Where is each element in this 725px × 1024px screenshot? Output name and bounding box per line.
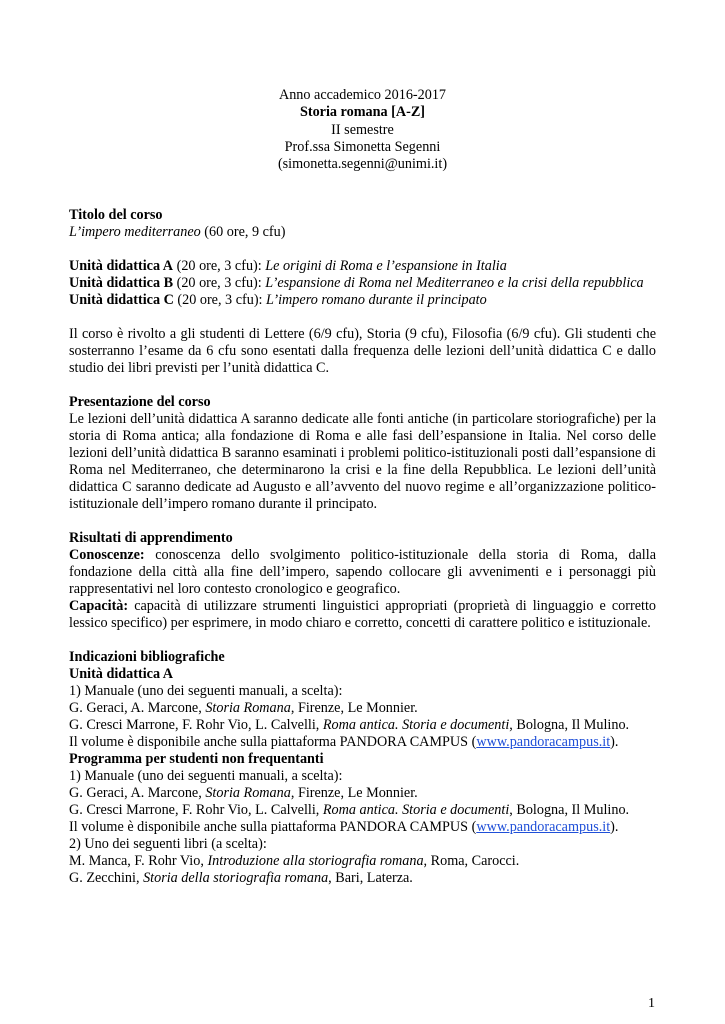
results-heading: Risultati di apprendimento: [69, 530, 233, 547]
professor-email: (simonetta.segenni@unimi.it): [277, 156, 448, 173]
presentation-text: Le lezioni dell’unità didattica A saranno dedicate alle fonti antiche (in particolare storiografiche) per la storia di Roma antica; alla fondazione di Roma e alle fasi dell’espansione in Italia. Nel corso delle lezioni dell’unità didattica B saranno esaminati i problemi politico-istituzionali posti dall’espansione di Roma nel Mediterraneo, che determinarono la crisi e la fine della Repubblica. Le lezioni dell’unità didattica C saranno dedicate ad Augusto e all’avvento del nuovo regime e all’organizzazione politico- istituzionale dell’impero romano durante il principato.: [69, 411, 656, 513]
reference-cresci-nonfrequent: G. Cresci Marrone, F. Rohr Vio, L. Calvelli, Roma antica. Storia e documenti, Bologna, Il Mulino.: [69, 802, 630, 819]
reference-geraci-nonfrequent: G. Geraci, A. Marcone, Storia Romana, Firenze, Le Monnier.: [69, 785, 418, 802]
course-title-section: [69, 207, 656, 241]
bibliography-heading: Indicazioni bibliografiche: [69, 649, 225, 666]
bibliography-section: [69, 649, 656, 887]
presentation-heading: Presentazione del corso: [69, 394, 211, 411]
unit-c: Unità didattica C (20 ore, 3 cfu): L’impero romano durante il principato: [69, 292, 487, 309]
unit-b: Unità didattica B (20 ore, 3 cfu): L’espansione di Roma nel Mediterraneo e la crisi della repubblica: [69, 275, 644, 292]
semester: II semestre: [331, 121, 394, 138]
pandora-note-nonfrequent: Il volume è disponibile anche sulla piattaforma PANDORA CAMPUS (www.pandoracampus.it).: [69, 819, 619, 836]
results-section: [69, 530, 656, 632]
course-name: Storia romana [A-Z]: [299, 104, 426, 121]
professor-name: Prof.ssa Simonetta Segenni: [284, 138, 441, 155]
unit-a-bibliography-heading: Unità didattica A: [69, 666, 174, 683]
nonfrequent-heading: Programma per studenti non frequentanti: [69, 751, 324, 768]
intro-paragraph: Il corso è rivolto a gli studenti di Lettere (6/9 cfu), Storia (9 cfu), Filosofia (6/9 cfu). Gli studenti che sosterranno l’esame da 6 cfu sono esentati dalla frequenza delle lezioni dell’unità didattica C e dallo studio dei libri previsti per l’unità didattica C.: [69, 326, 656, 377]
pandora-link[interactable]: www.pandoracampus.it: [476, 734, 611, 751]
unit-a: Unità didattica A (20 ore, 3 cfu): Le origini di Roma e l’espansione in Italia: [69, 258, 507, 275]
manual-line-nonfrequent: 1) Manuale (uno dei seguenti manuali, a scelta):: [69, 768, 343, 785]
academic-year: Anno accademico 2016-2017: [278, 87, 447, 103]
pandora-note: Il volume è disponibile anche sulla piattaforma PANDORA CAMPUS (www.pandoracampus.it).: [69, 734, 619, 751]
page-number: 1: [648, 996, 655, 1011]
skills-paragraph: Capacità: capacità di utilizzare strumenti linguistici appropriati (proprietà di linguaggio e corretto lessico specifico) per esprimere, in modo chiaro e corretto, concetti di carattere politico e istituzionale.: [69, 598, 656, 632]
course-title-heading: Titolo del corso: [69, 207, 163, 224]
books-line: 2) Uno dei seguenti libri (a scelta):: [69, 836, 267, 853]
reference-geraci: G. Geraci, A. Marcone, Storia Romana, Firenze, Le Monnier.: [69, 700, 418, 717]
units-list: [69, 258, 656, 309]
reference-zecchini: G. Zecchini, Storia della storiografia romana, Bari, Laterza.: [69, 870, 413, 887]
document-page: [69, 87, 656, 887]
document-header: [69, 87, 656, 173]
reference-manca: M. Manca, F. Rohr Vio, Introduzione alla storiografia romana, Roma, Carocci.: [69, 853, 520, 870]
pandora-link-nonfrequent[interactable]: www.pandoracampus.it: [476, 819, 611, 836]
knowledge-paragraph: Conoscenze: conoscenza dello svolgimento politico-istituzionale della storia di Roma, dalla fondazione della città alla fine dell’impero, sapendo collocare gli avvenimenti e i personaggi più rappresentativi nel loro contesto cronologico e geografico.: [69, 547, 656, 598]
presentation-section: [69, 394, 656, 513]
course-title: L’impero mediterraneo (60 ore, 9 cfu): [69, 224, 286, 241]
reference-cresci: G. Cresci Marrone, F. Rohr Vio, L. Calvelli, Roma antica. Storia e documenti, Bologna, Il Mulino.: [69, 717, 630, 734]
manual-line: 1) Manuale (uno dei seguenti manuali, a scelta):: [69, 683, 343, 700]
